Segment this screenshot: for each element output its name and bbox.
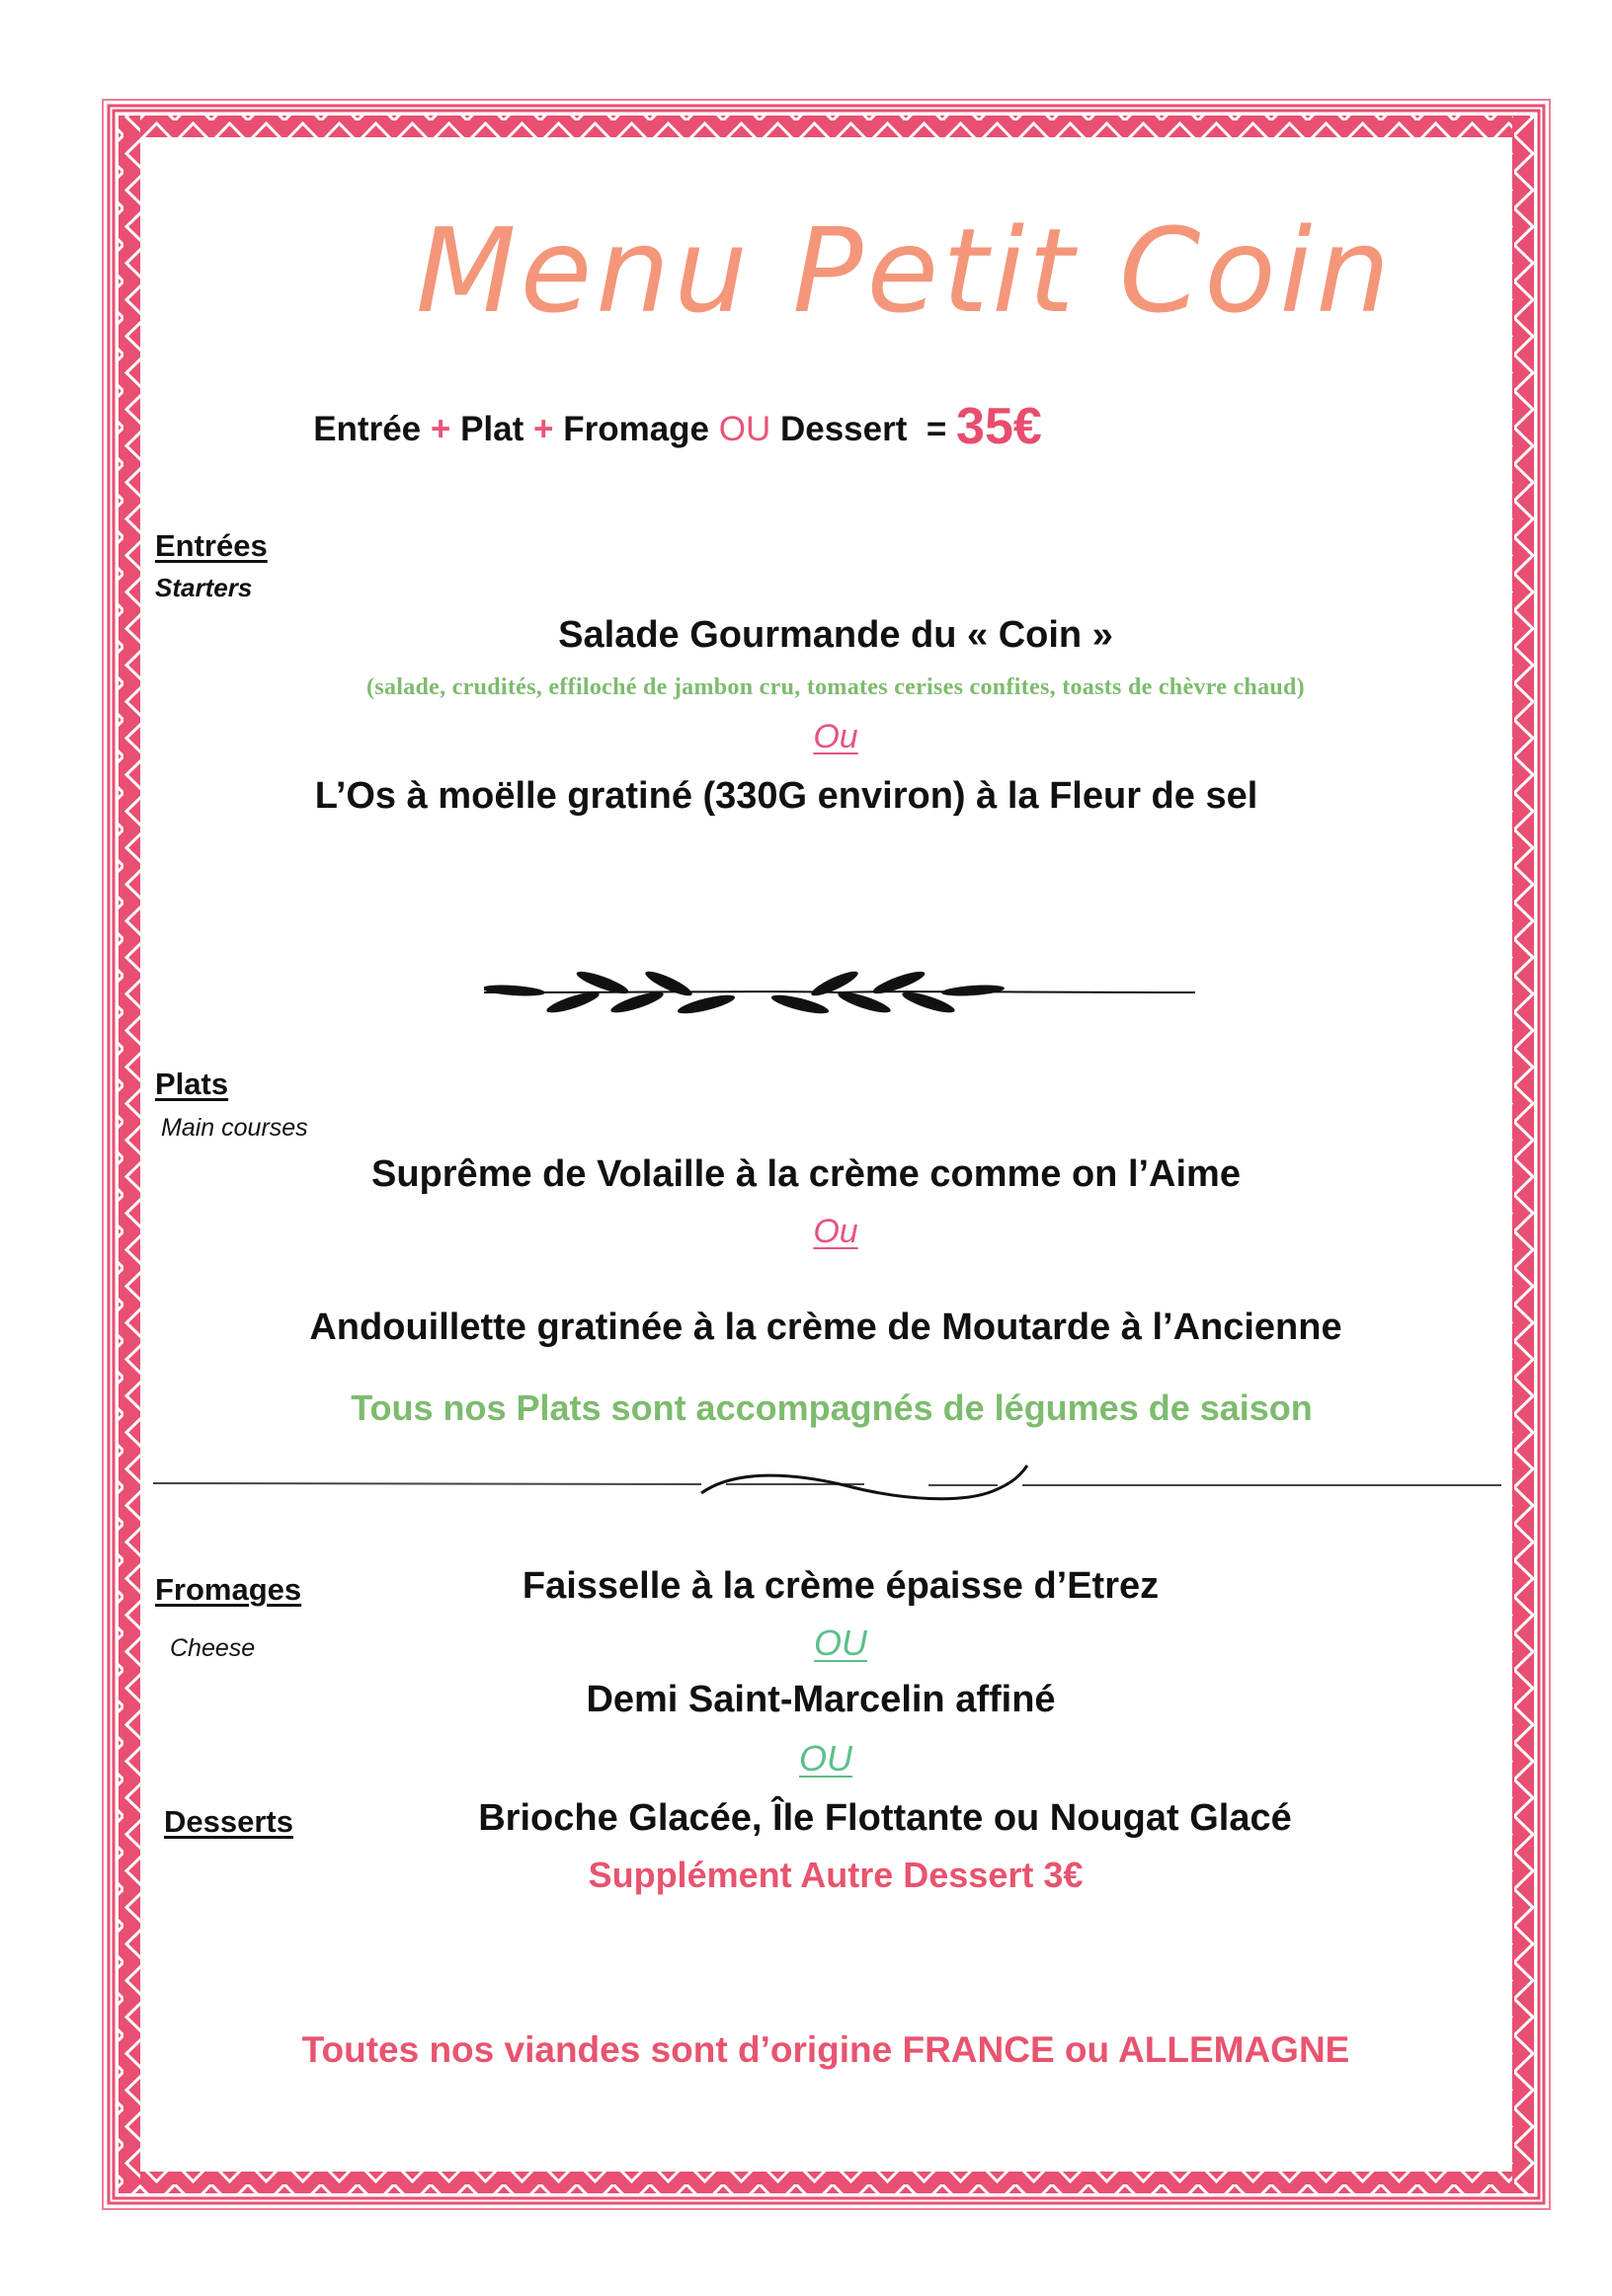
formula-plus: + [533, 410, 554, 448]
section-label-plats: Plats [155, 1067, 229, 1101]
section-sublabel-cheese: Cheese [170, 1634, 256, 1662]
menu-formula [0, 397, 1484, 456]
or-separator: Ou [813, 718, 858, 755]
section-sublabel-main-courses: Main courses [161, 1114, 308, 1142]
dish-faisselle: Faisselle à la crème épaisse d’Etrez [522, 1565, 1160, 1607]
mains-note: Tous nos Plats sont accompagnés de légumes de saison [351, 1387, 1313, 1428]
formula-plus: + [430, 410, 451, 448]
meat-origin-note: Toutes nos viandes sont d’origine FRANCE ou ALLEMAGNE [301, 2029, 1350, 2070]
dish-andouillette: Andouillette gratinée à la crème de Moutarde à l’Ancienne [309, 1306, 1342, 1348]
or-separator: OU [799, 1738, 852, 1779]
formula-or: OU [718, 410, 771, 448]
vine-divider-icon [484, 963, 1195, 1022]
section-sublabel-starters: Starters [155, 573, 253, 602]
section-label-fromages: Fromages [155, 1572, 302, 1607]
formula-price: 35€ [956, 398, 1042, 455]
formula-entree: Entrée [313, 410, 422, 448]
section-label-desserts: Desserts [164, 1804, 293, 1839]
dish-supreme-volaille: Suprême de Volaille à la crème comme on l’Aime [371, 1153, 1241, 1195]
dish-os-a-moelle: L’Os à moëlle gratiné (330G environ) à la Fleur de sel [314, 775, 1258, 817]
formula-plat: Plat [460, 410, 524, 448]
dish-desserts-options: Brioche Glacée, Île Flottante ou Nougat Glacé [478, 1797, 1292, 1839]
menu-title: Menu Petit Coin [415, 202, 1395, 339]
dessert-supplement-note: Supplément Autre Dessert 3€ [588, 1855, 1084, 1895]
dish-demi-saint-marcelin: Demi Saint-Marcelin affiné [586, 1679, 1056, 1720]
dish-description-salade: (salade, crudités, effiloché de jambon cru, tomates cerises confites, toasts de chèvre chaud) [366, 674, 1305, 700]
formula-equals: = [926, 410, 947, 448]
formula-fromage: Fromage [563, 410, 709, 448]
or-separator: OU [814, 1623, 867, 1663]
swash-divider-icon [153, 1464, 1501, 1503]
formula-dessert: Dessert [779, 410, 908, 448]
dish-salade-gourmande: Salade Gourmande du « Coin » [558, 614, 1113, 656]
section-label-entrees: Entrées [155, 528, 268, 563]
or-separator: Ou [813, 1213, 858, 1250]
